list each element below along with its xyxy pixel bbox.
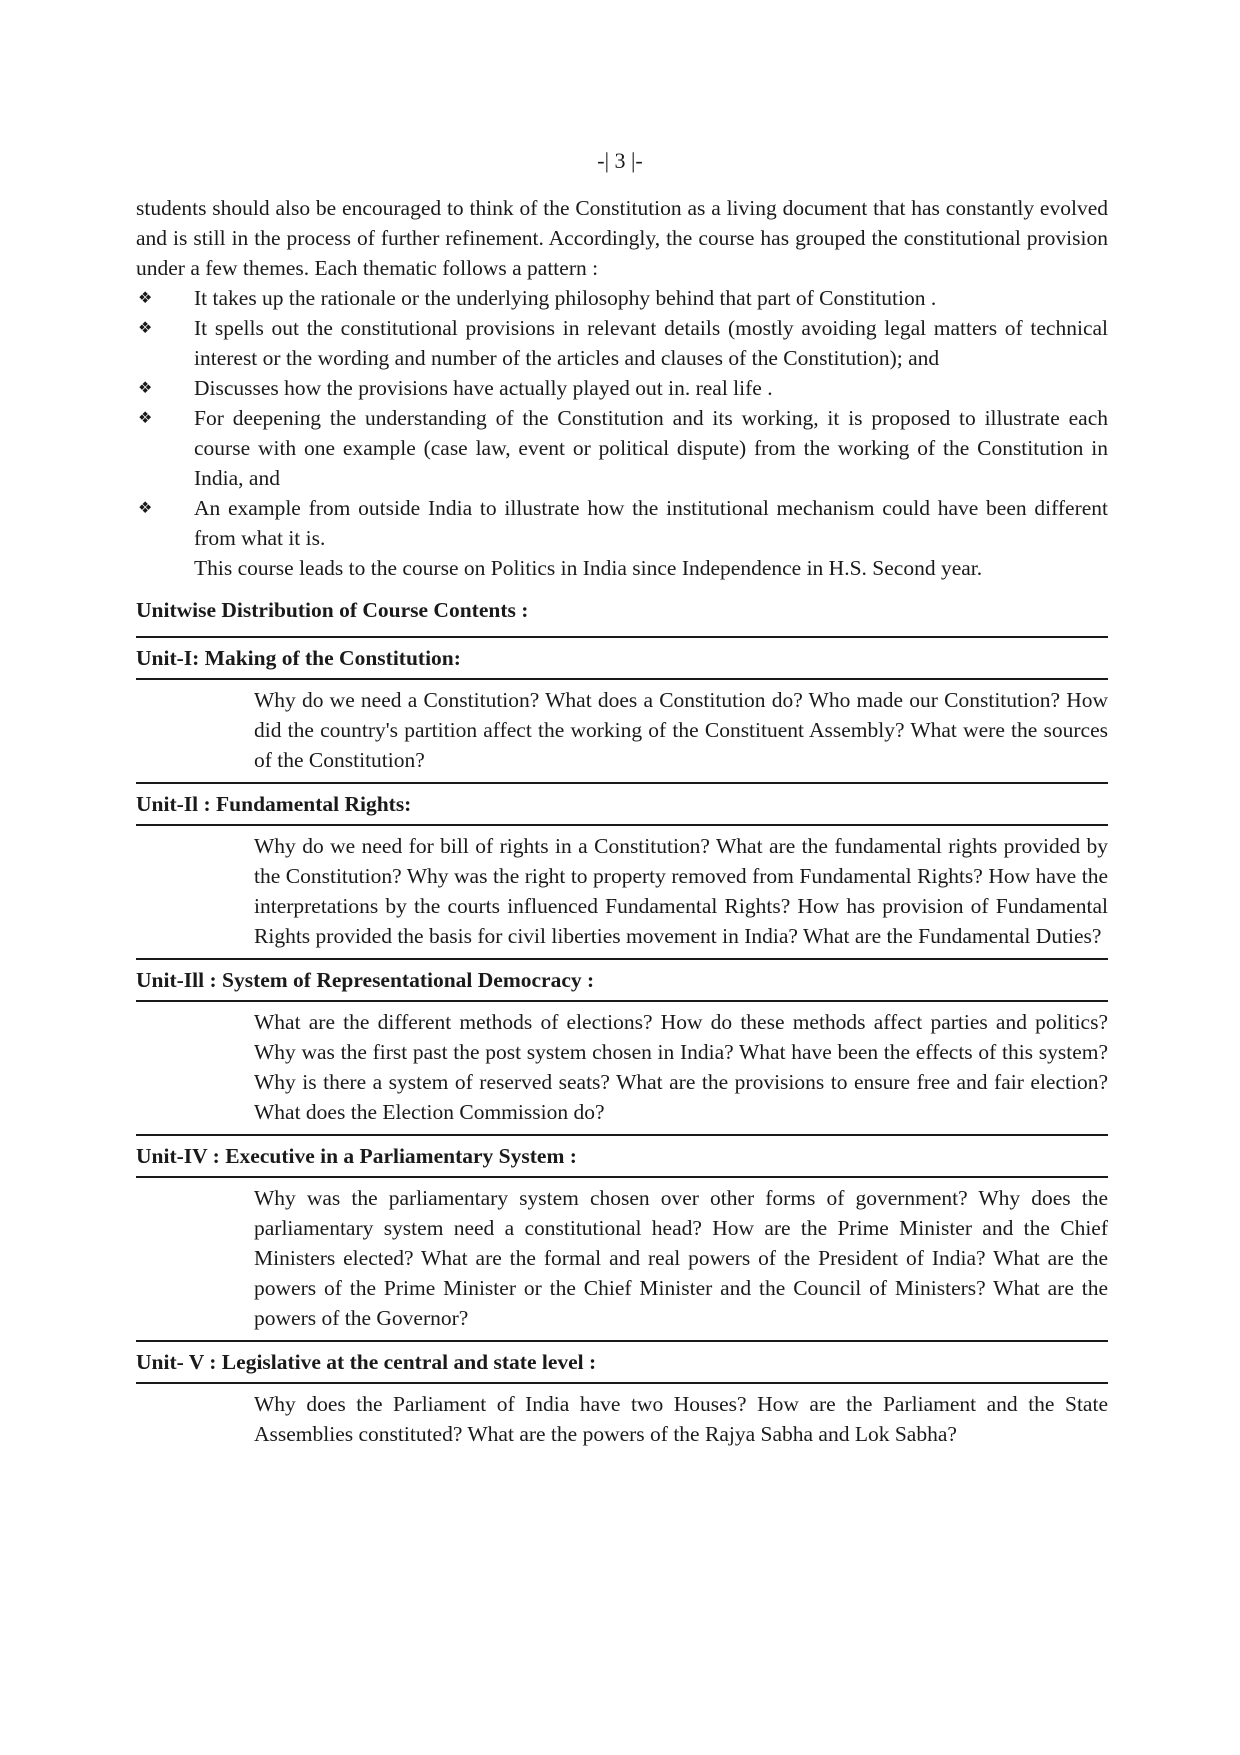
unit-2-title: Unit-Il : Fundamental Rights: [136, 782, 1108, 826]
unit-5-title: Unit- V : Legislative at the central and state level : [136, 1340, 1108, 1384]
four-diamond-bullet-icon: ❖ [138, 378, 153, 397]
unit-3-title: Unit-Ill : System of Representational Democracy : [136, 958, 1108, 1002]
four-diamond-bullet-icon: ❖ [138, 288, 153, 307]
unit-1-title: Unit-I: Making of the Constitution: [136, 636, 1108, 680]
list-item [136, 493, 1108, 553]
closing-line: This course leads to the course on Politics in India since Independence in H.S. Second year. [194, 556, 983, 580]
units-section [136, 636, 1108, 1456]
unit-3-text: What are the different methods of elections? How do these methods affect parties and politics? Why was the first past the post system chosen in India? What have been the effects of this system? Why is there a system of reserved seats? What are the provisions to ensure free and fair election? What does the Election Commission do? [254, 1010, 1108, 1124]
list-item-text: An example from outside India to illustrate how the institutional mechanism could have been different from what it is. [194, 496, 1108, 550]
list-item-text: It takes up the rationale or the underlying philosophy behind that part of Constitution . [194, 286, 937, 310]
pattern-bullet-list [136, 283, 1108, 553]
intro-paragraph: students should also be encouraged to think of the Constitution as a living document that has constantly evolved and is still in the process of further refinement. Accordingly, the course has grouped the constitutional provision under a few themes. Each thematic follows a pattern : [136, 196, 1108, 280]
list-item-text: Discusses how the provisions have actually played out in. real life . [194, 376, 773, 400]
distribution-heading: Unitwise Distribution of Course Contents : [136, 598, 529, 622]
unit-4-title: Unit-IV : Executive in a Parliamentary System : [136, 1134, 1108, 1178]
list-item [136, 313, 1108, 373]
list-item-text: For deepening the understanding of the Constitution and its working, it is proposed to illustrate each course with one example (case law, event or political dispute) from the working of the Constitution in India, and [194, 406, 1108, 490]
list-item [136, 373, 1108, 403]
list-item [136, 403, 1108, 493]
unit-1-text: Why do we need a Constitution? What does a Constitution do? Who made our Constitution? How did the country's partition affect the working of the Constituent Assembly? What were the sources of the Constitution? [254, 688, 1108, 772]
unit-2-text: Why do we need for bill of rights in a Constitution? What are the fundamental rights provided by the Constitution? Why was the right to property removed from Fundamental Rights? How have the interpretations by the courts influenced Fundamental Rights? How has provision of Fundamental Rights provided the basis for civil liberties movement in India? What are the Fundamental Duties? [254, 834, 1108, 948]
four-diamond-bullet-icon: ❖ [138, 498, 153, 517]
four-diamond-bullet-icon: ❖ [138, 408, 153, 427]
unit-4-text: Why was the parliamentary system chosen over other forms of government? Why does the parliamentary system need a constitutional head? How are the Prime Minister and the Chief Ministers elected? What are the formal and real powers of the President of India? What are the powers of the Prime Minister or the Chief Minister and the Council of Ministers? What are the powers of the Governor? [254, 1186, 1108, 1330]
list-item [136, 283, 1108, 313]
unit-5-text: Why does the Parliament of India have two Houses? How are the Parliament and the State Assemblies constituted? What are the powers of the Rajya Sabha and Lok Sabha? [254, 1392, 1108, 1446]
page-content [136, 193, 1108, 1456]
page-number: -| 3 |- [597, 148, 643, 173]
four-diamond-bullet-icon: ❖ [138, 318, 153, 337]
list-item-text: It spells out the constitutional provisions in relevant details (mostly avoiding legal matters of technical interest or the wording and number of the articles and clauses of the Constitution); and [194, 316, 1108, 370]
